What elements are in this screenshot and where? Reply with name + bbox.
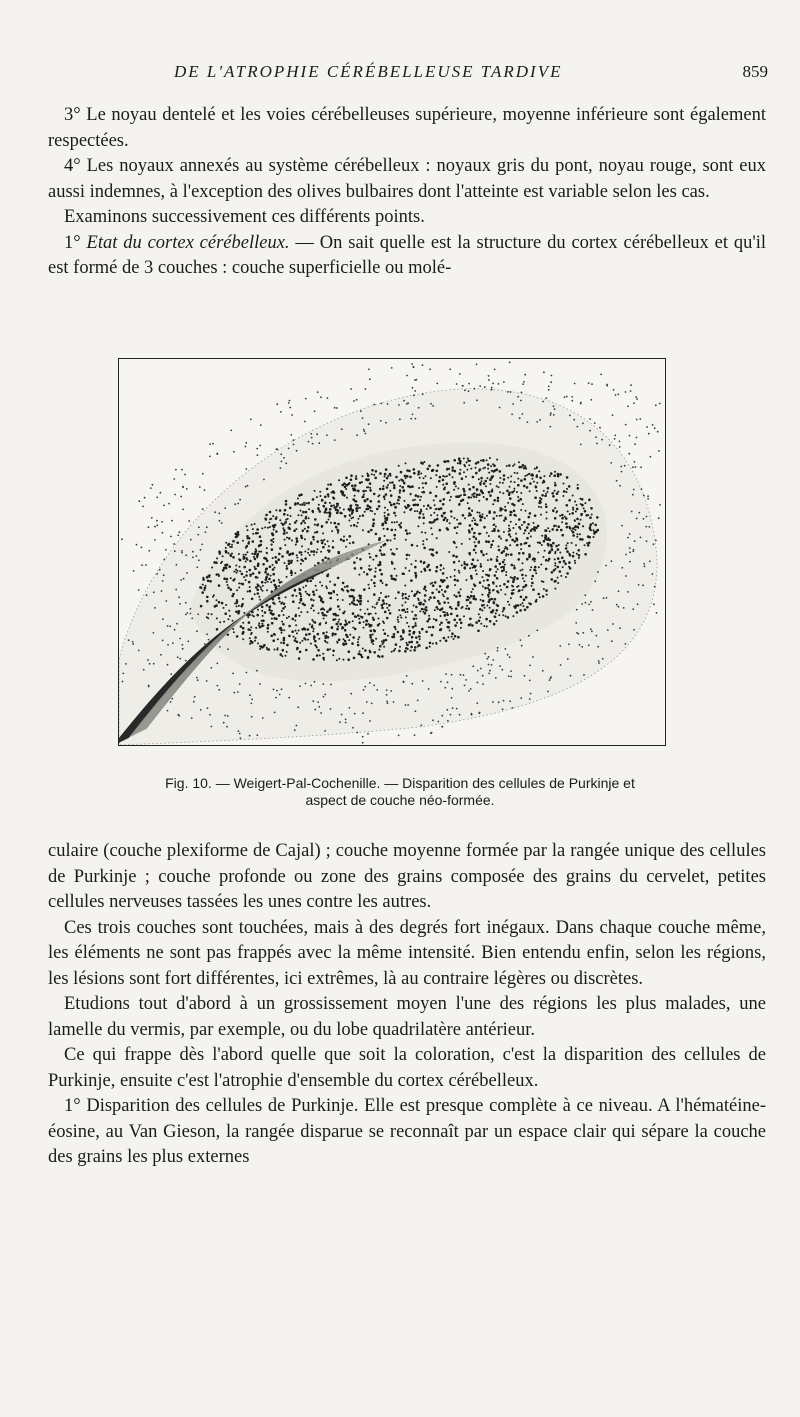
paragraph: Ce qui frappe dès l'abord quelle que soit la coloration, c'est la disparition des cellules de Purkinje, ensuite c'est l'atrophie d'ensemble du cortex cérébelleux. [48,1045,766,1091]
paragraph: 3° Le noyau dentelé et les voies cérébelleuses supérieure, moyenne inférieure sont également respectées. [48,105,766,151]
text-block-before-figure [48,103,766,282]
paragraph: culaire (couche plexiforme de Cajal) ; couche moyenne formée par la rangée unique des cellules de Purkinje ; couche profonde ou zone des grains composée des grains du cervelet, petites cellules nerveuses tassées les unes contre les autres. [48,841,766,912]
page-number: 859 [742,62,768,81]
paragraph-lead: 1° [64,232,87,253]
micrograph-illustration [119,359,665,745]
text-block-after-figure [48,839,766,1171]
caption-line: Fig. 10. — Weigert-Pal-Cochenille. — Disparition des cellules de Purkinje et [165,775,635,791]
running-head: DE L'ATROPHIE CÉRÉBELLEUSE TARDIVE [174,62,563,81]
paragraph: Etudions tout d'abord à un grossissement moyen l'une des régions les plus malades, une lamelle du vermis, par exemple, ou du lobe quadrilatère antérieur. [48,994,766,1040]
figure-micrograph [118,358,666,746]
figure-caption [100,775,700,809]
paragraph: Examinons successivement ces différents points. [64,207,425,227]
paragraph: Ces trois couches sont touchées, mais à des degrés fort inégaux. Dans chaque couche même, les éléments ne sont pas frappés avec la même intensité. Bien entendu enfin, selon les régions, les lésions sont fort différentes, ici extrêmes, là au contraire légères ou discrètes. [48,917,766,989]
paragraph-rest: — On sait quelle est la structure du cortex cérébelleux et qu'il est formé de 3 couches : couche superficielle ou molé- [48,232,766,278]
paragraph: 1° Disparition des cellules de Purkinje. Elle est presque complète à ce niveau. A l'hématéine-éosine, au Van Gieson, la rangée disparue se reconnaît par un espace clair qui sépare la couche des grains les plus externes [48,1096,766,1167]
paragraph: 4° Les noyaux annexés au système cérébelleux : noyaux gris du pont, noyau rouge, sont eux aussi indemnes, à l'exception des olives bulbaires dont l'atteinte est variable selon les cas. [48,156,766,202]
page-header [48,62,768,86]
section-title-italic: Etat du cortex cérébelleux. [86,232,290,253]
paragraph [48,231,766,282]
caption-line: aspect de couche néo-formée. [305,792,495,808]
